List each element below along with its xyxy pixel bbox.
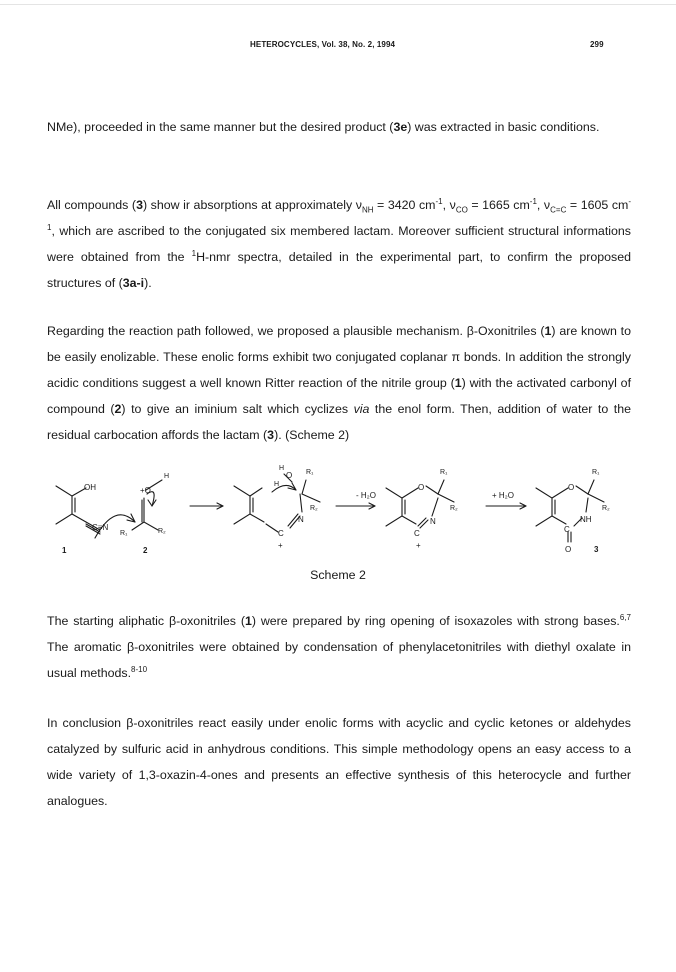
paragraph-4: The starting aliphatic β-oxonitriles (1) were prepared by ring opening of isoxazoles with strong bases.$^{6,7}$ The aromatic β-oxonitriles were obtained by condensation of phenylacetonitriles with diethyl oxalate in usual methods.$^{8-10}$ — [47, 612, 631, 680]
scheme-2-diagram — [40, 450, 640, 585]
paragraph-2: All compounds (3) show ir absorptions at approximately $\nu_{NH} = 3420$ $cm^{-1}$, $\nu_{CO} = 1665$ $cm^{-1}$, $\nu_{C=C} = 1605$ $cm^{-1}$, which are ascribed to the conjugated six membered lactam. Moreover sufficient structural informations were obtained from the $^1$H-nmr spectra, detailed in the experimental part, to confirm the proposed structures of (3a-i). — [47, 196, 632, 290]
scheme-caption: Scheme 2 — [310, 568, 366, 582]
label-oxygen: O — [286, 471, 293, 480]
paragraph-3: Regarding the reaction path followed, we proposed a plausible mechanism. β-Oxonitriles (1) are known to be easily enolizable. These enolic forms exhibit two conjugated coplanar π bonds. In addition the strongly acidic conditions suggest a well known Ritter reaction of the nitrile group (1) with the activated carbonyl of compound (2) to give an iminium salt which cyclizes via the enol form. Then, addition of water to the residual carbocation affords the lactam (3). (Scheme 2) — [47, 324, 632, 442]
compound-1-number: 1 — [62, 546, 67, 555]
label-oxonium: +O — [140, 486, 151, 495]
top-rule — [0, 4, 676, 5]
label-oxygen: O — [568, 483, 575, 492]
label-r1: R₁ — [120, 530, 128, 537]
label-carbon: C — [278, 529, 284, 538]
label-charge: + — [416, 541, 421, 550]
label-r2: R₂ — [158, 528, 166, 535]
reagent-minus-water: - H₂O — [356, 491, 376, 500]
label-nitrile: C≡N — [92, 523, 109, 532]
label-charge: + — [278, 541, 283, 550]
label-nitrogen: N — [298, 515, 304, 524]
label-nitrogen: N — [430, 517, 436, 526]
paragraph-1: NMe), proceeded in the same manner but the desired product (3e) was extracted in basic conditions. — [47, 120, 600, 134]
running-head — [0, 40, 676, 54]
label-carbon: C — [564, 525, 570, 534]
label-oxygen: O — [418, 483, 425, 492]
label-h: H — [279, 465, 285, 472]
label-carbon: C — [414, 529, 420, 538]
journal-citation: HETEROCYCLES, Vol. 38, No. 2, 1994 — [250, 40, 396, 49]
label-r1: R₁ — [440, 469, 448, 476]
label-nh: NH — [580, 515, 592, 524]
label-h: H — [274, 481, 280, 488]
label-oh: OH — [84, 483, 96, 492]
label-r2: R₂ — [450, 505, 458, 512]
label-r2: R₂ — [310, 505, 318, 512]
page-number: 299 — [590, 40, 604, 49]
label-carbonyl-oxygen: O — [565, 545, 572, 554]
reagent-plus-water: + H₂O — [492, 491, 514, 500]
label-r1: R₁ — [592, 469, 600, 476]
compound-3-number: 3 — [594, 545, 599, 554]
paragraph-5: In conclusion β-oxonitriles react easily under enolic forms with acyclic and cyclic ketones or aldehydes catalyzed by sulfuric acid in anhydrous conditions. This simple methodology opens an easy access to a wide variety of 1,3-oxazin-4-ones and presents an effective synthesis of this heterocycle and further analogues. — [47, 716, 631, 808]
label-r2: R₂ — [602, 505, 610, 512]
label-r1: R₁ — [306, 469, 314, 476]
label-h: H — [164, 473, 170, 480]
compound-2-number: 2 — [143, 546, 148, 555]
